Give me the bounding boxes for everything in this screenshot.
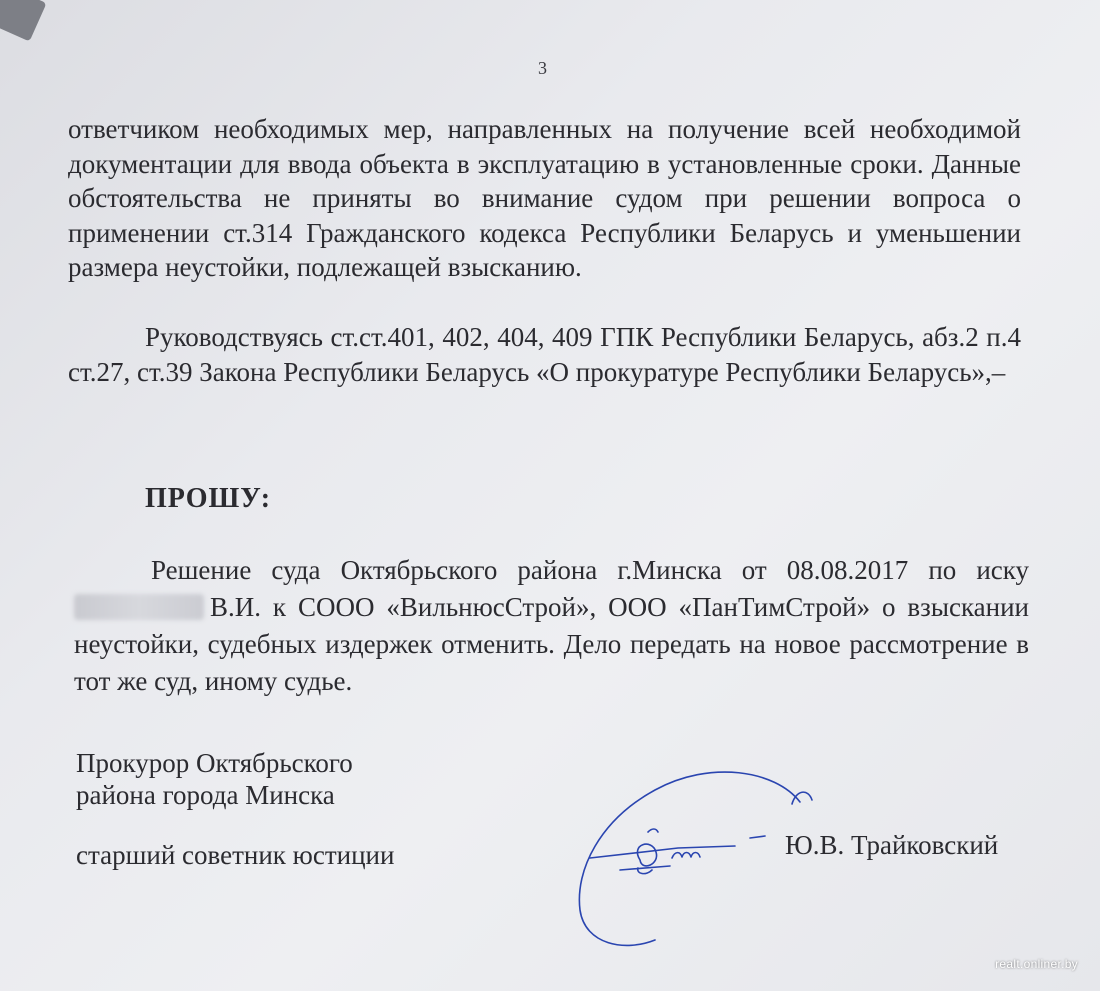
- watermark: realt.onliner.by: [995, 957, 1078, 971]
- signer-rank: старший советник юстиции: [76, 840, 395, 870]
- page-corner-shadow: [0, 0, 47, 42]
- signer-name: Ю.В. Трайковский: [785, 830, 999, 860]
- paragraph-3-part-2: В.И. к СООО «ВильнюсСтрой», ООО «ПанТимСтрой» о взыскании неустойки, судебных издержек отменить. Дело передать на новое рассмотрение в тот же суд, иному судье.: [74, 592, 1029, 696]
- handwritten-signature: [560, 740, 820, 960]
- paragraph-3: [74, 552, 1029, 700]
- redacted-name: [74, 594, 204, 620]
- heading-request: ПРОШУ:: [145, 483, 272, 514]
- paragraph-2: Руководствуясь ст.ст.401, 402, 404, 409 ГПК Республики Беларусь, абз.2 п.4 ст.27, ст.39 Закона Республики Беларусь «О прокуратуре Республики Беларусь»,–: [68, 322, 1021, 387]
- signer-title-line-1: Прокурор Октябрьского: [76, 748, 353, 778]
- signer-title-line-2: района города Минска: [76, 780, 335, 810]
- paragraph-1: ответчиком необходимых мер, направленных на получение всей необходимой документации для ввода объекта в эксплуатацию в установленные сроки. Данные обстоятельства не приняты во внимание судом при решении вопроса о применении ст.314 Гражданского кодекса Республики Беларусь и уменьшении размера неустойки, подлежащей взысканию.: [68, 114, 1021, 282]
- page-number: 3: [538, 58, 547, 78]
- paragraph-3-part-1: Решение суда Октябрьского района г.Минска от 08.08.2017 по иску: [151, 555, 1029, 585]
